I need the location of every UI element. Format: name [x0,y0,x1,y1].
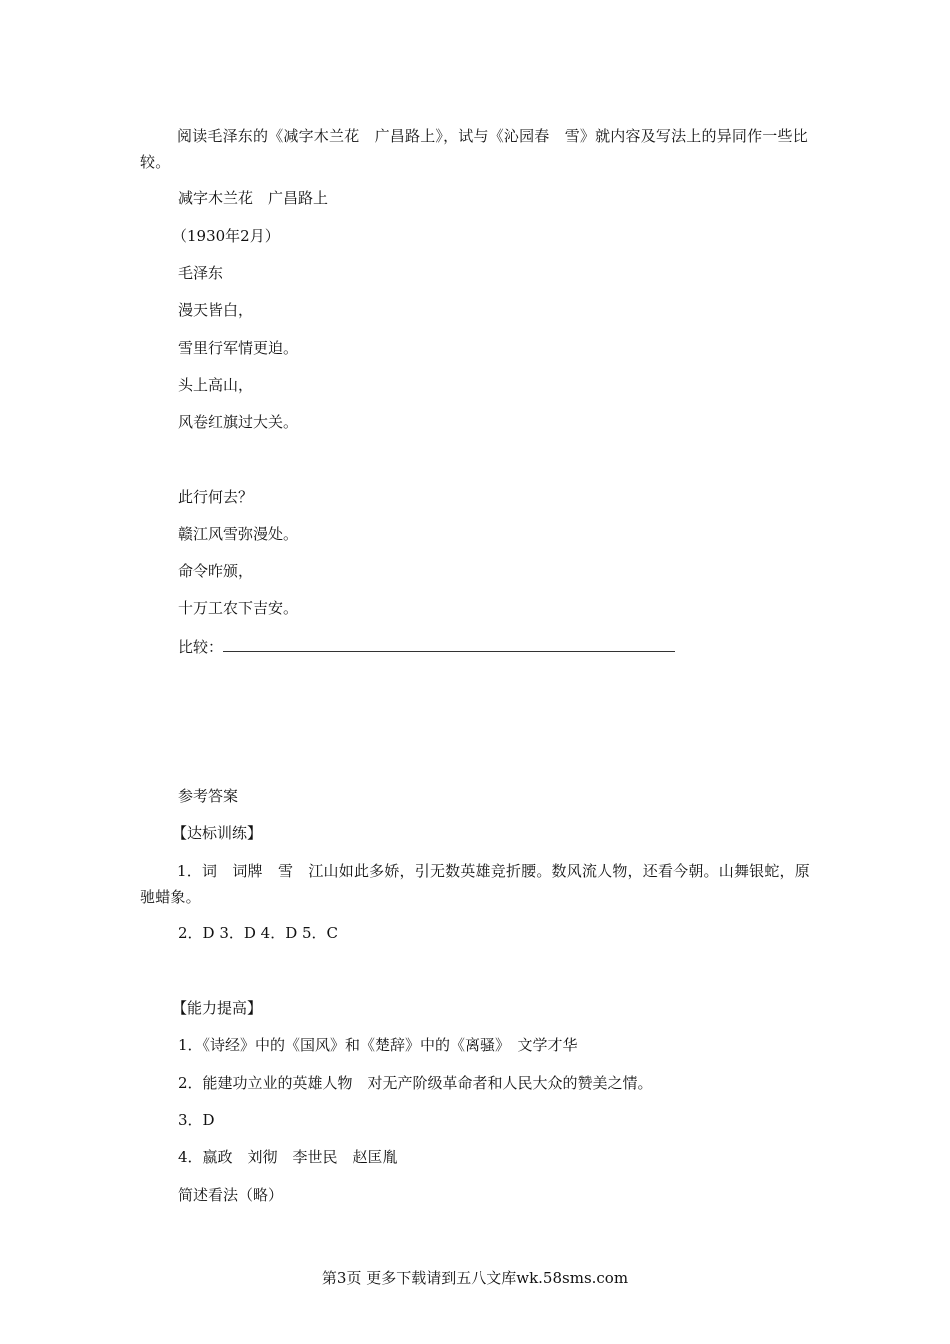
answer-item: 3．D [178,1111,215,1129]
answer-item: 4．嬴政 刘彻 李世民 赵匡胤 [178,1148,398,1166]
compare-row [178,637,675,657]
answer-item: 1．《诗经》中的《国风》和《楚辞》中的《离骚》 文学才华 [178,1036,578,1054]
poem-line: 漫天皆白， [178,301,254,319]
poem-line: 十万工农下吉安。 [178,599,299,617]
poem-title: 减字木兰花 广昌路上 [178,189,329,207]
section-title: 【达标训练】 [172,824,263,842]
answers-heading: 参考答案 [178,787,239,805]
answer-item: 简述看法（略） [178,1186,284,1204]
poem-line: 头上高山， [178,376,254,394]
poem-line: 赣江风雪弥漫处。 [178,525,299,543]
answer-blank-line[interactable] [223,637,675,652]
answer-item: 1．词 词牌 雪 江山如此多娇，引无数英雄竞折腰。数风流人物，还看今朝。山舞银蛇，原驰蜡象。 [140,862,810,906]
compare-label: 比较： [178,638,224,656]
poem-line: 命令昨颁， [178,562,254,580]
poem-line: 此行何去？ [178,488,254,506]
section-title: 【能力提高】 [172,999,263,1017]
question-intro: 阅读毛泽东的《减字木兰花 广昌路上》，试与《沁园春 雪》就内容及写法上的异同作一些比较。 [140,127,808,171]
answer-item: 2．能建功立业的英雄人物 对无产阶级革命者和人民大众的赞美之情。 [178,1074,653,1092]
poem-date: （1930年2月） [172,227,280,245]
poem-line: 雪里行军情更迫。 [178,339,299,357]
poem-author: 毛泽东 [178,264,224,282]
answer-item: 2．D 3．D 4．D 5．C [178,924,339,942]
page-footer: 第3页 更多下载请到五八文库wk.58sms.com [321,1269,629,1287]
poem-line: 风卷红旗过大关。 [178,413,299,431]
